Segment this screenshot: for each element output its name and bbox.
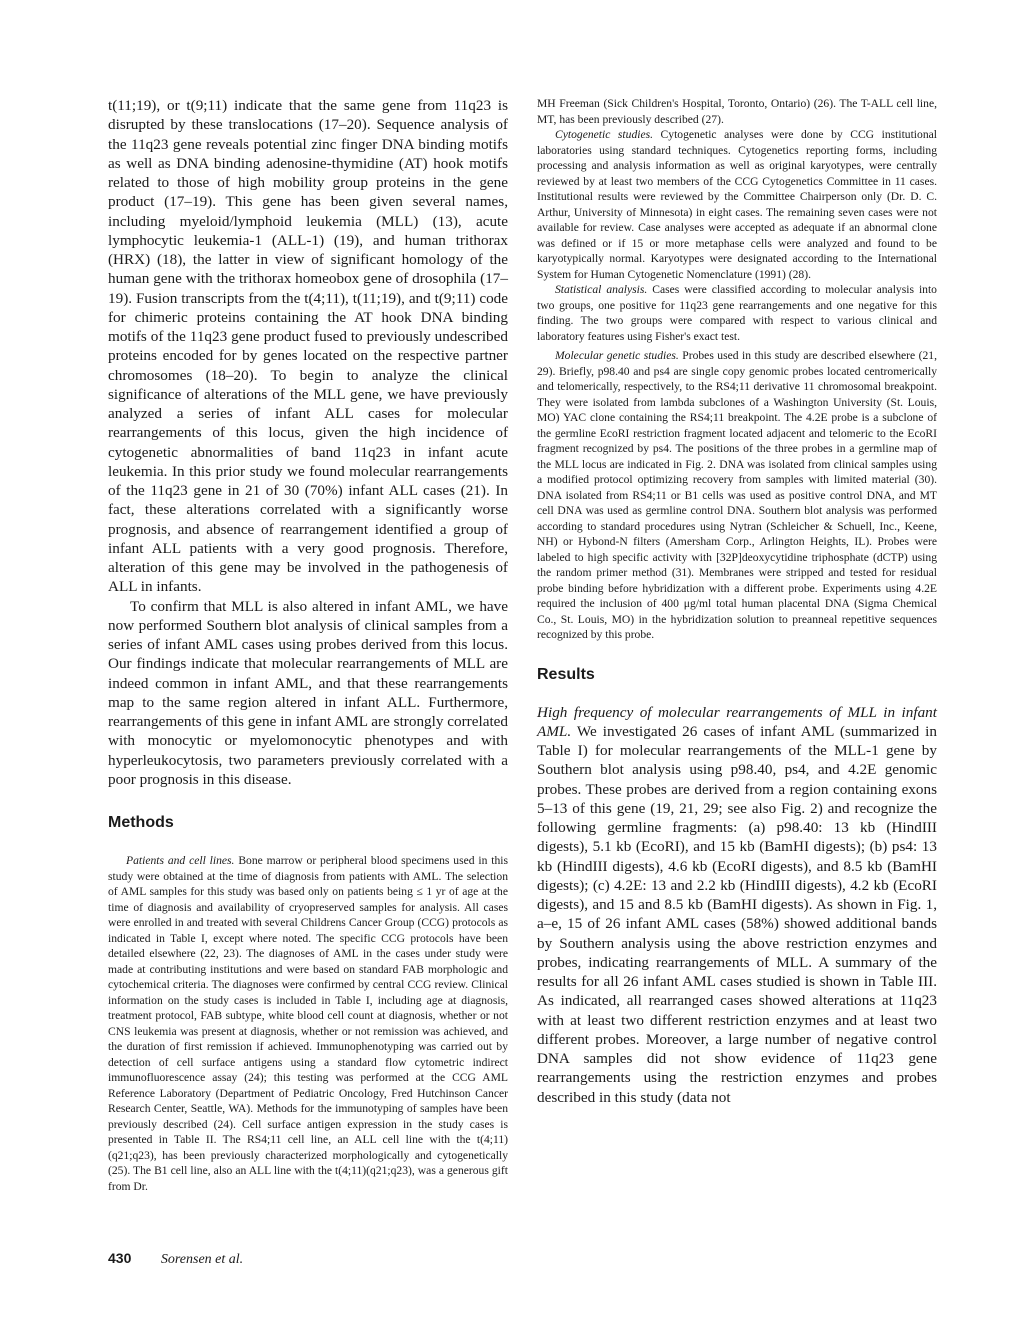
intro-paragraph-2: To confirm that MLL is also altered in infant AML, we have now performed Southern blot analysis of clinical samples from a series of infant AML cases using probes derived from this locus. Our findings indicate that molecular rearrangements of MLL are indeed common in infant AML, and that these rearrangements map to the same region altered in infant ALL. Furthermore, rearrangements of this gene in infant AML are strongly correlated with monocytic or myelomonocytic phenotypes and with hyperleukocytosis, two parameters previously correlated with a poor prognosis in this disease.: [108, 597, 508, 788]
cytogenetic-title: Cytogenetic studies.: [555, 128, 654, 141]
page-footer: [108, 1250, 243, 1268]
page-number: 430: [108, 1250, 132, 1266]
statistical-title: Statistical analysis.: [555, 283, 648, 296]
patients-paragraph: [108, 853, 508, 1194]
molecular-paragraph: [537, 348, 937, 643]
molecular-title: Molecular genetic studies.: [555, 349, 679, 362]
patients-body: Bone marrow or peripheral blood specimens used in this study were obtained at the time of diagnosis from patients with AML. The selection of AML samples for this study was based only on patients being ≤ 1 yr of age at the time of diagnosis and availability of cryopreserved samples for analysis. All cases were enrolled in and treated with several Childrens Cancer Group (CCG) protocols as indicated in Table I, except where noted. The specific CCG protocols have been detailed elsewhere (22, 23). The diagnoses of AML in the cases under study were made at contributing institutions and were based on standard FAB morphologic and cytochemical criteria. The diagnoses were confirmed by central CCG review. Clinical information on the study cases is included in Table I, including age at diagnosis, treatment protocol, FAB subtype, white blood cell count at diagnosis, whether or not CNS leukemia was present at diagnosis, whether or not remission was achieved, and the duration of first remission if achieved. Immunophenotyping was carried out by detection of cell surface antigens using a standard flow cytometric indirect immunofluorescence assay (24); this testing was performed at the CCG AML Reference Laboratory (Department of Pediatric Oncology, Fred Hutchinson Cancer Research Center, Seattle, WA). Methods for the immunotyping of samples have been previously described (24). Cell surface antigen expression in the study cases is presented in Table II. The RS4;11 cell line, an ALL cell line with the t(4;11)(q21;q23), has been previously characterized morphologically and cytogenetically (25). The B1 cell line, also an ALL line with the t(4;11)(q21;q23), was a generous gift from Dr.: [108, 854, 508, 1193]
cytogenetic-paragraph: [537, 127, 937, 282]
patients-title: Patients and cell lines.: [126, 854, 235, 867]
right-column: [537, 96, 937, 1107]
molecular-body: Probes used in this study are described elsewhere (21, 29). Briefly, p98.40 and ps4 are single copy genomic probes located centromerically and telomerically, respectively, to the RS4;11 derivative 11 chromosomal breakpoint. They were isolated from lambda subclones of a Washington University (St. Louis, MO) YAC clone containing the RS4;11 breakpoint. The 4.2E probe is a subclone of the germline EcoRI restriction fragment located adjacent and telomeric to the EcoRI fragment recognized by ps4. The positions of the three probes in a germline map of the MLL locus are indicated in Fig. 2. DNA was isolated from clinical samples using a modified protocol optimizing recovery from samples with limited material (30). DNA isolated from RS4;11 or B1 cells was used as positive control DNA, and MT cell DNA was used as germline control DNA. Southern blot analysis was performed according to standard procedures using Nytran (Schleicher & Schuell, Inc., Keene, NH) or Hybond-N filters (Amersham Corp., Arlington Heights, IL). Probes were labeled to high specific activity with [32P]deoxycytidine triphosphate (dCTP) using the random primer method (31). Membranes were stripped and tested for residual probe binding before hybridization with a different probe. Experiments using 4.2E required the inclusion of 400 μg/ml total human placental DNA (Sigma Chemical Co., St. Louis, MO) in the hybridization solution to preanneal repetitive sequences recognized by this probe.: [537, 349, 937, 641]
statistical-paragraph: [537, 282, 937, 344]
results-paragraph: [537, 703, 937, 1107]
results-heading: Results: [537, 665, 595, 683]
intro-paragraph-1: t(11;19), or t(9;11) indicate that the same gene from 11q23 is disrupted by these translocations (17–20). Sequence analysis of the 11q23 gene reveals potential zinc finger DNA binding motifs as well as DNA binding adenosine-thymidine (AT) hook motifs related to those of high mobility group proteins in the gene product (17–19). This gene has been given several names, including myeloid/lymphoid leukemia (MLL) (13), acute lymphocytic leukemia-1 (ALL-1) (19), and human trithorax (HRX) (18), the latter in view of significant homology of the human gene with the trithorax homeobox gene of drosophila (17–19). Fusion transcripts from the t(4;11), t(11;19), and t(9;11) code for chimeric proteins containing the AT hook DNA binding motifs of the 11q23 gene product fused to previously undescribed proteins encoded for by genes located on the respective partner chromosomes (18–20). To begin to analyze the clinical significance of alterations of the MLL gene, we have previously analyzed a series of infant ALL cases for molecular rearrangements of this locus, given the high incidence of cytogenetic abnormalities of band 11q23 in infant acute leukemia. In this prior study we found molecular rearrangements of the 11q23 gene in 21 of 30 (70%) infant ALL cases (21). In fact, these alterations correlated with a significantly worse prognosis, and absence of rearrangement identified a group of infant ALL patients with a very good prognosis. Therefore, alteration of this gene may be involved in the pathogenesis of ALL in infants.: [108, 97, 508, 596]
results-body: We investigated 26 cases of infant AML (summarized in Table I) for molecular rearrangements of the MLL-1 gene by Southern blot analysis using p98.40, ps4, and 4.2E genomic probes. These probes are derived from a region containing exons 5–13 of this gene (19, 21, 29; see also Fig. 2) and recognize the following germline fragments: (a) p98.40: 13 kb (HindIII digests), 5.1 kb (EcoRI), and 15 kb (BamHI digests); (b) ps4: 13 kb (HindIII digests), 4.6 kb (EcoRI digests), and 8.5 kb (BamHI digests); (c) 4.2E: 13 and 2.2 kb (HindIII digests), 4.2 kb (EcoRI digests), and 15 and 8.5 kb (BamHI digests). As shown in Fig. 1, a–e, 15 of 26 infant AML cases (58%) showed additional bands by Southern analysis using the above restriction enzymes and probes, indicating rearrangements of MLL. A summary of the results for all 26 infant AML cases studied is shown in Table III. As indicated, all rearranged cases showed alterations at 11q23 with at least two different restriction enzymes and at least two different probes. Moreover, a large number of negative control DNA samples did not show evidence of 11q23 gene rearrangements using the restriction enzymes and probes described in this study (data not: [537, 722, 937, 1106]
running-author: Sorensen et al.: [160, 1252, 244, 1267]
cytogenetic-body: Cytogenetic analyses were done by CCG institutional laboratories using standard techniques. Cytogenetics reporting forms, including processing and analysis information as well as original karyotypes, were centrally reviewed by at least two members of the CCG Cytogenetics Committee in 11 cases. Institutional results were reviewed by the Committee Chairperson only (Dr. D. C. Arthur, University of Minnesota) in eight cases. The remaining seven cases were not available for review. Case analyses were accepted as adequate if an abnormal clone was defined or if 15 or more metaphase cells were analyzed and found to be karyotypically normal. Karyotypes were designated according to the International System for Human Cytogenetic Nomenclature (1991) (28).: [537, 128, 937, 281]
results-title: High frequency of molecular rearrangements of MLL in infant AML.: [537, 703, 937, 740]
left-column: [108, 96, 508, 1194]
continued-paragraph: MH Freeman (Sick Children's Hospital, Toronto, Ontario) (26). The T-ALL cell line, MT, has been previously described (27).: [537, 97, 937, 126]
methods-heading: Methods: [108, 814, 174, 831]
statistical-body: Cases were classified according to molecular analysis into two groups, one positive for 11q23 gene rearrangements and one negative for this finding. The two groups were compared with respect to various clinical and laboratory features using Fisher's exact test.: [537, 283, 937, 343]
